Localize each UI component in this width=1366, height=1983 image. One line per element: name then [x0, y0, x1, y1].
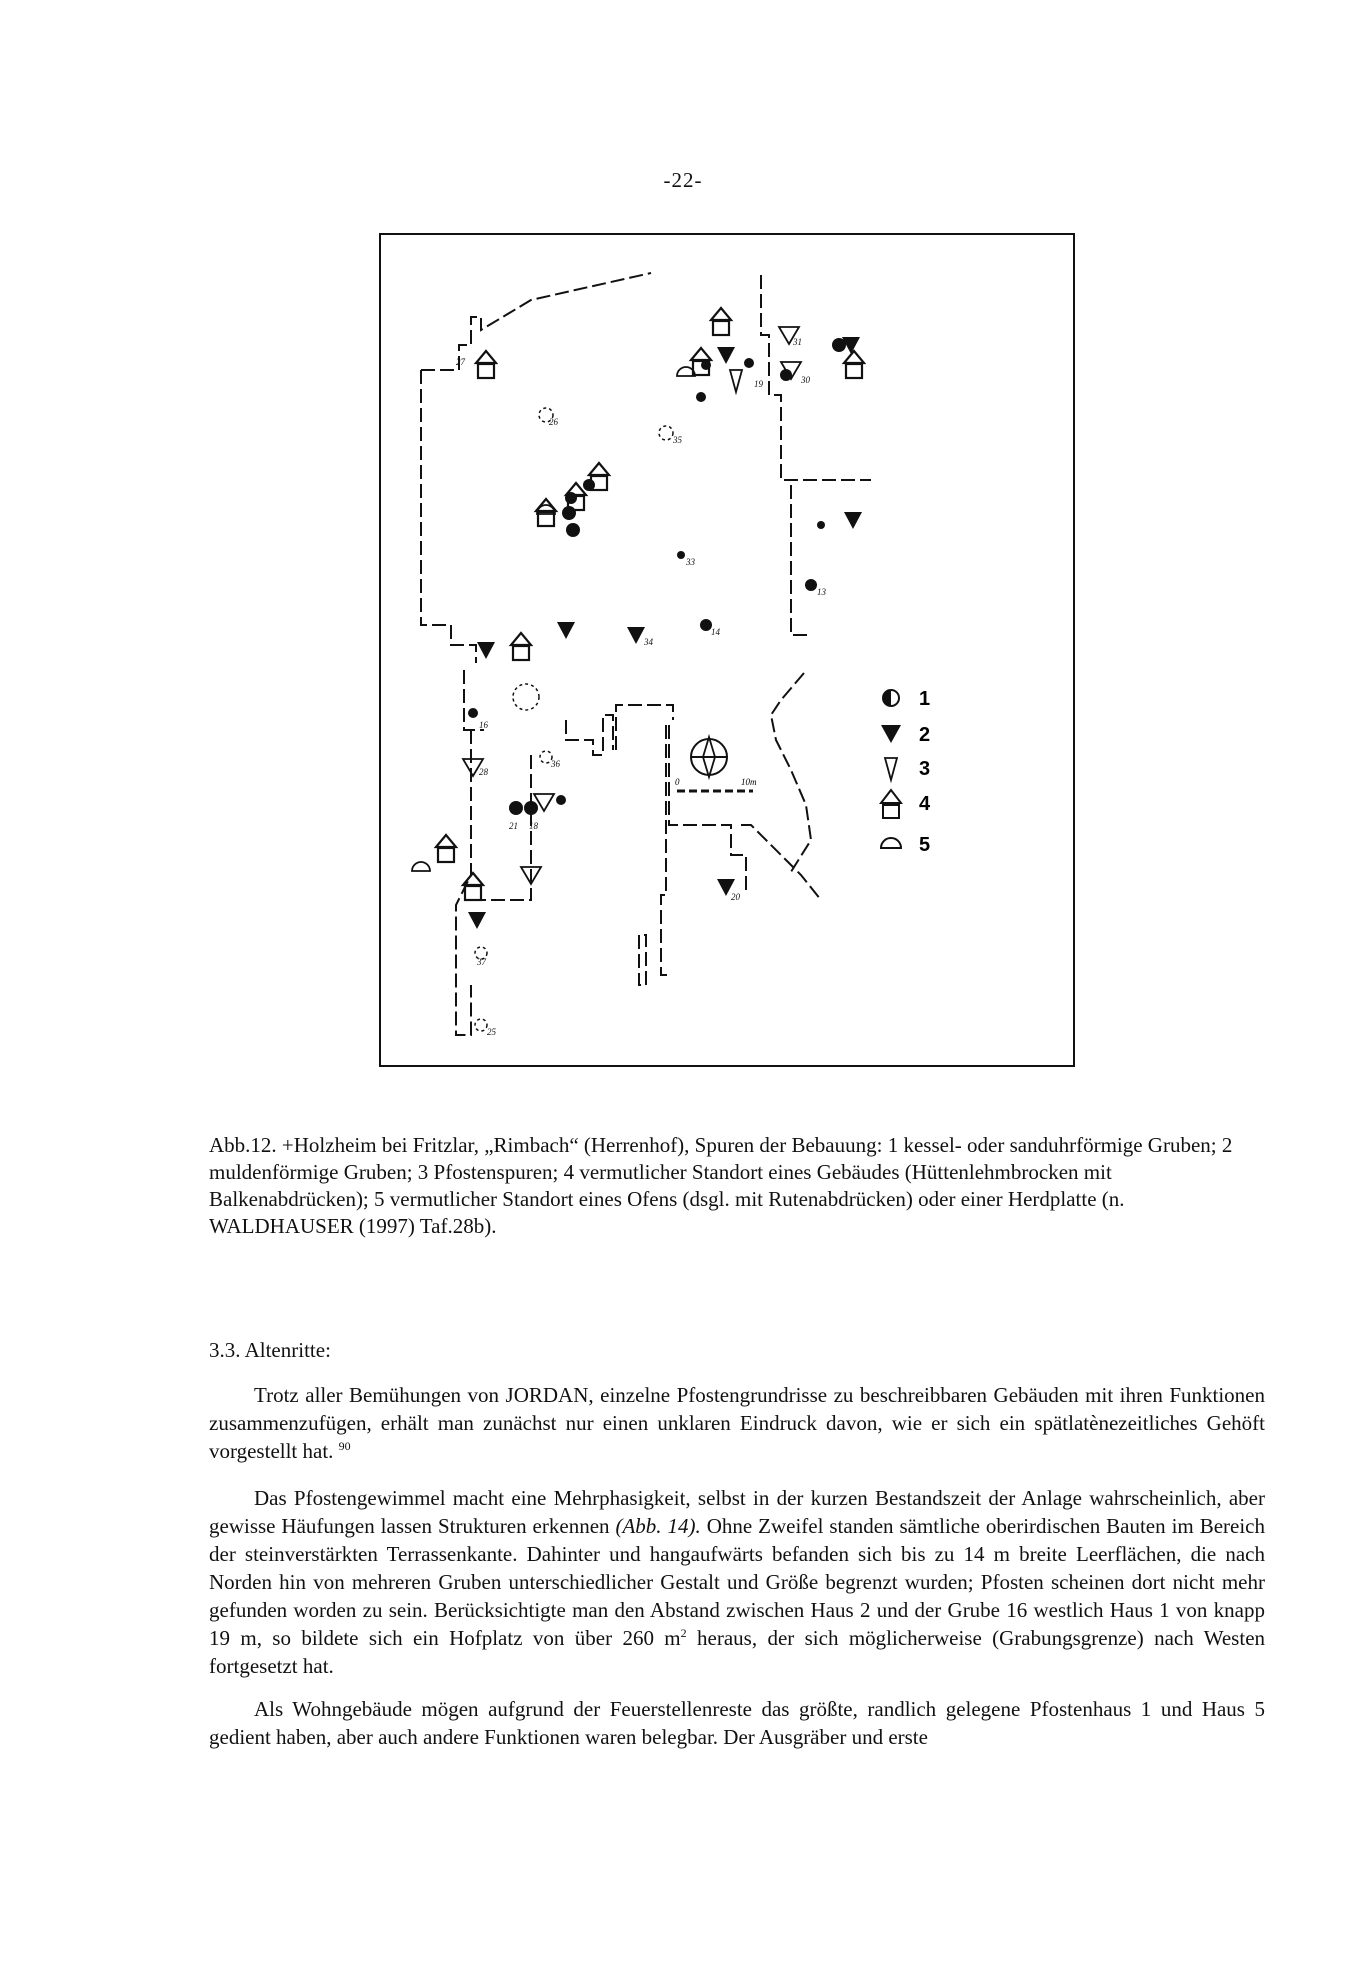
- half-circle-icon: [881, 838, 901, 848]
- svg-text:26: 26: [549, 417, 558, 427]
- svg-text:13: 13: [817, 587, 826, 597]
- svg-text:20: 20: [731, 892, 740, 902]
- scale-bar: [675, 777, 757, 791]
- paragraph-3: Als Wohngebäude mögen aufgrund der Feuerstellenreste das größte, randlich gelegene Pfostenhaus 1 und Haus 5 gedient haben, aber auch andere Funktionen waren belegbar. Der Ausgräber und erste: [209, 1697, 1265, 1749]
- scale-end-label: 10m: [741, 777, 757, 787]
- svg-text:19: 19: [754, 379, 763, 389]
- open-triangles: [463, 327, 801, 884]
- svg-text:27: 27: [456, 357, 465, 367]
- scale-start-label: 0: [675, 777, 680, 787]
- svg-text:14: 14: [711, 627, 720, 637]
- svg-text:36: 36: [551, 759, 560, 769]
- figure-legend: [881, 688, 931, 856]
- svg-text:18: 18: [529, 821, 538, 831]
- paragraph-2-before: Das Pfostengewimmel macht eine Mehrphasigkeit, selbst in der kurzen Bestandszeit der Anlage wahrscheinlich, aber gewisse Häufungen lassen Strukturen erkennen: [209, 1486, 1265, 1538]
- legend-4: 4: [919, 793, 931, 815]
- svg-text:25: 25: [487, 1027, 496, 1037]
- legend-5: 5: [919, 834, 931, 856]
- svg-text:21: 21: [509, 821, 518, 831]
- legend-3: 3: [919, 758, 931, 780]
- svg-text:28: 28: [479, 767, 488, 777]
- paragraph-2-after: heraus, der sich möglicherweise (Grabungsgrenze) nach Westen fortgesetzt hat.: [209, 1626, 1266, 1678]
- svg-text:37: 37: [477, 957, 486, 967]
- narrow-triangle-down-icon: [885, 758, 897, 780]
- figure-reference: (Abb. 14).: [615, 1514, 701, 1538]
- legend-2: 2: [919, 724, 931, 746]
- kessel-gruben: [468, 338, 846, 815]
- svg-text:16: 16: [479, 720, 488, 730]
- svg-text:30: 30: [801, 375, 810, 385]
- north-arrow-icon: [691, 737, 727, 777]
- figure-caption: Abb.12. +Holzheim bei Fritzlar, „Rimbach“ (Herrenhof), Spuren der Bebauung: 1 kessel- oder sanduhrförmige Gruben; 2 muldenförmige Gruben; 3 Pfostenspuren; 4 vermutlicher Standort eines Gebäudes (Hüttenlehmbrocken mit Balkenabdrücken); 5 vermutlicher Standort eines Ofens (dsgl. mit Rutenabdrücken) oder einer Herdplatte (n. WALDHAUSER (1997) Taf.28b).: [209, 1133, 1233, 1238]
- house-outline-icon: [881, 790, 901, 818]
- paragraph-2: [209, 1484, 1265, 1680]
- superscript-2: 2: [680, 1626, 687, 1640]
- paragraph-1-text: Trotz aller Bemühungen von JORDAN, einzelne Pfostengrundrisse zu beschreibbaren Gebäuden mit ihren Funktionen zusammenzufügen, erhält man zunächst nur einen unklaren Eindruck davon, wie er sich ein spätlatènezeitliches Gehöft vorgestellt hat.: [209, 1383, 1265, 1463]
- site-plan-figure: [379, 233, 1075, 1067]
- legend-1: 1: [919, 688, 931, 710]
- filled-triangle-down-icon: [881, 725, 901, 743]
- svg-text:34: 34: [644, 637, 653, 647]
- house-symbols: [436, 308, 864, 900]
- footnote-marker: 90: [338, 1439, 351, 1453]
- paragraph-1: [209, 1381, 1265, 1465]
- section-heading: 3.3. Altenritte:: [209, 1338, 331, 1362]
- svg-text:35: 35: [673, 435, 682, 445]
- page-number: -22-: [663, 168, 703, 192]
- svg-text:33: 33: [686, 557, 695, 567]
- half-filled-circle-icon: [883, 690, 899, 706]
- paragraph-2-mid: Ohne Zweifel standen sämtliche oberirdischen Bauten im Bereich der steinverstärkten Terrassenkante. Dahinter und hangaufwärts befanden sich bis zu 14 m breite Leerflächen, die nach Norden hin von mehreren Gruben unterschiedlicher Gestalt und Größe begrenzt wurden; Pfosten scheinen dort nicht mehr gefunden worden zu sein. Berücksichtigte man den Abstand zwischen Haus 2 und der Grube 16 westlich Haus 1 von knapp 19 m, so bildete sich ein Hofplatz von über 260 m: [209, 1514, 1265, 1650]
- svg-text:31: 31: [793, 337, 802, 347]
